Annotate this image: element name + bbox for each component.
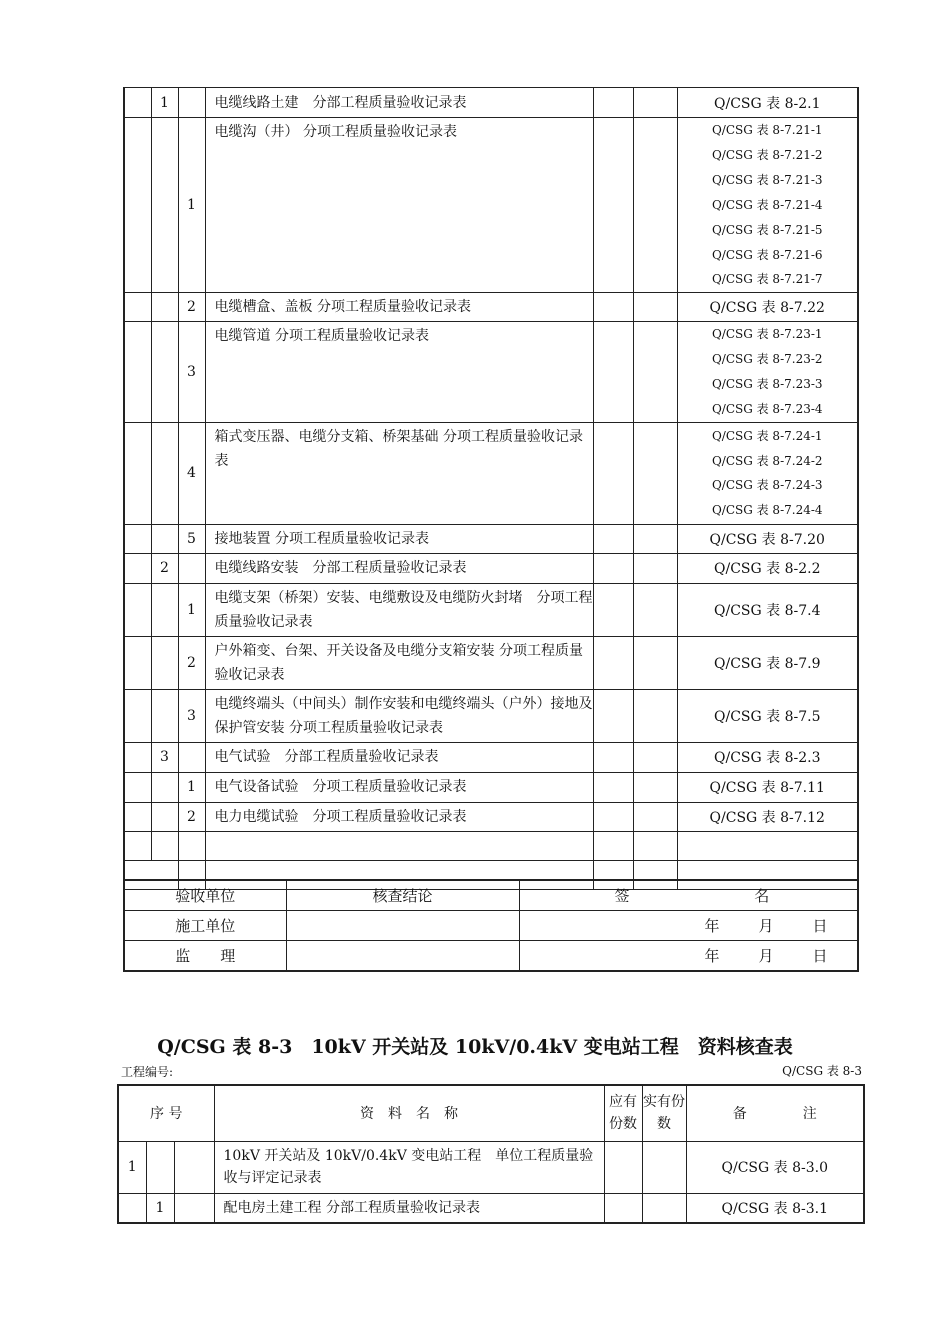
header-actual-count: 实有份数 xyxy=(642,1085,686,1141)
document-check-table xyxy=(117,1084,865,1224)
form-code xyxy=(677,742,858,772)
doc-name: 10kV 开关站及 10kV/0.4kV 变电站工程 单位工程质量验收与评定记录表 xyxy=(214,1141,604,1193)
form-code xyxy=(677,636,858,689)
supervision-conclusion-cell[interactable] xyxy=(286,941,519,972)
record-name: 电缆沟（井） 分项工程质量验收记录表 xyxy=(205,118,593,293)
part-number xyxy=(151,322,178,423)
item-number: 2 xyxy=(178,636,205,689)
table-row xyxy=(124,293,858,322)
actual-count-cell[interactable] xyxy=(642,1193,686,1223)
table-row xyxy=(124,118,858,293)
actual-count-cell[interactable] xyxy=(633,524,677,553)
form-code-line: Q/CSG 表 8-7.24-4 xyxy=(711,503,823,518)
item-number: 1 xyxy=(178,583,205,636)
item-number xyxy=(178,88,205,118)
form-code xyxy=(677,293,858,322)
table-row xyxy=(124,636,858,689)
table-row xyxy=(124,553,858,583)
form-code-line: Q/CSG 表 8-7.23-3 xyxy=(711,377,823,392)
record-name: 接地装置 分项工程质量验收记录表 xyxy=(205,524,593,553)
form-code-line: Q/CSG 表 8-7.21-7 xyxy=(711,272,823,287)
form-code xyxy=(677,524,858,553)
should-count-cell[interactable] xyxy=(593,293,633,322)
form-code-line: Q/CSG 表 8-2.2 xyxy=(714,561,821,578)
blank-cell xyxy=(124,689,151,742)
part-number xyxy=(151,293,178,322)
record-name: 电缆支架（桥架）安装、电缆敷设及电缆防火封堵 分项工程质量验收记录表 xyxy=(205,583,593,636)
table-number-label: Q/CSG 表 8-3 xyxy=(782,1064,862,1078)
form-code-line: Q/CSG 表 8-2.1 xyxy=(714,95,821,112)
item-number: 2 xyxy=(178,293,205,322)
empty-cell[interactable] xyxy=(633,831,677,860)
should-count-cell[interactable] xyxy=(593,636,633,689)
should-count-cell[interactable] xyxy=(593,742,633,772)
actual-count-cell[interactable] xyxy=(642,1141,686,1193)
should-count-cell[interactable] xyxy=(604,1193,642,1223)
form-code xyxy=(677,118,858,293)
record-name: 电气试验 分部工程质量验收记录表 xyxy=(205,742,593,772)
actual-count-cell[interactable] xyxy=(633,293,677,322)
blank-cell xyxy=(124,293,151,322)
actual-count-cell[interactable] xyxy=(633,88,677,118)
table-row xyxy=(124,742,858,772)
form-code xyxy=(677,322,858,423)
actual-count-cell[interactable] xyxy=(633,772,677,802)
form-code-line: Q/CSG 表 8-7.24-3 xyxy=(711,478,823,493)
day-label: 日 xyxy=(812,917,828,935)
actual-count-cell[interactable] xyxy=(633,422,677,524)
actual-count-cell[interactable] xyxy=(633,689,677,742)
form-code xyxy=(677,772,858,802)
form-code-line: Q/CSG 表 8-7.21-4 xyxy=(711,197,823,212)
actual-count-cell[interactable] xyxy=(633,118,677,293)
table-row xyxy=(124,88,858,118)
acceptance-record-table xyxy=(123,87,859,890)
part-number xyxy=(151,689,178,742)
table-row xyxy=(124,422,858,524)
seq-level2: 1 xyxy=(146,1193,174,1223)
form-code-line: Q/CSG 表 8-7.24-2 xyxy=(711,453,823,468)
should-count-cell[interactable] xyxy=(593,553,633,583)
item-number xyxy=(178,742,205,772)
seq-level1: 1 xyxy=(118,1141,146,1193)
form-code-line: Q/CSG 表 8-7.20 xyxy=(709,531,825,548)
seq-level2 xyxy=(146,1141,174,1193)
record-name: 户外箱变、台架、开关设备及电缆分支箱安装 分项工程质量验收记录表 xyxy=(205,636,593,689)
form-code-line: Q/CSG 表 8-7.21-2 xyxy=(711,147,823,162)
sign-char-1: 签 xyxy=(614,887,630,905)
construction-date-cell[interactable] xyxy=(519,911,858,941)
month-label: 月 xyxy=(758,917,774,935)
part-number xyxy=(151,802,178,831)
form-code xyxy=(677,553,858,583)
form-code xyxy=(677,88,858,118)
header-check-conclusion: 核查结论 xyxy=(286,880,519,911)
seq-level3 xyxy=(174,1193,214,1223)
blank-cell xyxy=(124,583,151,636)
sign-char-2: 名 xyxy=(754,887,770,905)
item-number: 1 xyxy=(178,118,205,293)
part-number: 3 xyxy=(151,742,178,772)
form-code-line: Q/CSG 表 8-7.9 xyxy=(714,655,821,672)
blank-cell xyxy=(124,802,151,831)
should-count-cell[interactable] xyxy=(593,802,633,831)
record-name: 箱式变压器、电缆分支箱、桥架基础 分项工程质量验收记录表 xyxy=(205,422,593,524)
should-count-cell[interactable] xyxy=(593,689,633,742)
form-code-line: Q/CSG 表 8-7.11 xyxy=(709,780,825,797)
table-row xyxy=(124,802,858,831)
signature-table xyxy=(123,879,859,972)
form-code xyxy=(677,583,858,636)
year-label: 年 xyxy=(704,917,720,935)
form-code-line: Q/CSG 表 8-7.21-6 xyxy=(711,247,823,262)
form-code-line: Q/CSG 表 8-2.3 xyxy=(714,750,821,767)
part-number xyxy=(151,422,178,524)
form-code-line: Q/CSG 表 8-7.22 xyxy=(709,300,825,317)
item-number: 1 xyxy=(178,772,205,802)
form-code-line: Q/CSG 表 8-7.23-1 xyxy=(711,327,823,342)
form-code xyxy=(677,689,858,742)
should-count-cell[interactable] xyxy=(593,322,633,423)
should-count-cell[interactable] xyxy=(593,422,633,524)
should-count-cell[interactable] xyxy=(604,1141,642,1193)
should-count-cell[interactable] xyxy=(593,524,633,553)
table-row xyxy=(124,322,858,423)
part-number: 1 xyxy=(151,88,178,118)
table-row xyxy=(124,524,858,553)
form-code-line: Q/CSG 表 8-7.21-3 xyxy=(711,172,823,187)
blank-cell xyxy=(124,553,151,583)
form-code-line: Q/CSG 表 8-7.21-5 xyxy=(711,222,823,237)
seq-level1 xyxy=(118,1193,146,1223)
actual-count-cell[interactable] xyxy=(633,583,677,636)
blank-cell xyxy=(124,88,151,118)
form-code-line: Q/CSG 表 8-7.23-2 xyxy=(711,352,823,367)
should-count-cell[interactable] xyxy=(593,772,633,802)
seq-level3 xyxy=(174,1141,214,1193)
record-name: 电气设备试验 分项工程质量验收记录表 xyxy=(205,772,593,802)
item-number: 2 xyxy=(178,802,205,831)
record-name: 电缆线路安装 分部工程质量验收记录表 xyxy=(205,553,593,583)
year-label: 年 xyxy=(704,947,720,965)
should-count-cell[interactable] xyxy=(593,583,633,636)
part-number xyxy=(151,583,178,636)
doc-name: 配电房土建工程 分部工程质量验收记录表 xyxy=(214,1193,604,1223)
should-count-cell[interactable] xyxy=(593,118,633,293)
header-doc-name: 资 料 名 称 xyxy=(214,1085,604,1141)
empty-row xyxy=(124,831,858,860)
table-row xyxy=(124,689,858,742)
header-acceptance-unit: 验收单位 xyxy=(124,880,286,911)
table-row xyxy=(124,583,858,636)
section-title: Q/CSG 表 8-3 10kV 开关站及 10kV/0.4kV 变电站工程 资料核查表 xyxy=(157,1036,793,1058)
blank-cell xyxy=(124,422,151,524)
item-number: 3 xyxy=(178,322,205,423)
item-number: 5 xyxy=(178,524,205,553)
form-code xyxy=(677,802,858,831)
actual-count-cell[interactable] xyxy=(633,742,677,772)
part-number: 2 xyxy=(151,553,178,583)
part-number xyxy=(151,524,178,553)
table-row xyxy=(124,772,858,802)
project-number-label: 工程编号: xyxy=(121,1065,174,1079)
day-label: 日 xyxy=(812,947,828,965)
blank-cell xyxy=(124,118,151,293)
month-label: 月 xyxy=(758,947,774,965)
remark: Q/CSG 表 8-3.1 xyxy=(686,1193,864,1223)
part-number xyxy=(151,772,178,802)
form-code-line: Q/CSG 表 8-7.12 xyxy=(709,809,825,826)
blank-cell xyxy=(124,524,151,553)
header-signature xyxy=(519,880,858,911)
header-remark: 备 注 xyxy=(686,1085,864,1141)
header-seq: 序 号 xyxy=(118,1085,214,1141)
blank-cell xyxy=(124,322,151,423)
empty-cell[interactable] xyxy=(205,831,593,860)
form-code xyxy=(677,422,858,524)
empty-cell[interactable] xyxy=(178,831,205,860)
blank-cell xyxy=(124,742,151,772)
item-number: 3 xyxy=(178,689,205,742)
record-name: 电力电缆试验 分项工程质量验收记录表 xyxy=(205,802,593,831)
blank-cell xyxy=(124,772,151,802)
supervision-label: 监 理 xyxy=(124,941,286,972)
item-number: 4 xyxy=(178,422,205,524)
part-number xyxy=(151,118,178,293)
remark: Q/CSG 表 8-3.0 xyxy=(686,1141,864,1193)
record-name: 电缆终端头（中间头）制作安装和电缆终端头（户外）接地及保护管安装 分项工程质量验收记录表 xyxy=(205,689,593,742)
actual-count-cell[interactable] xyxy=(633,802,677,831)
form-code-line: Q/CSG 表 8-7.5 xyxy=(714,708,821,725)
empty-cell[interactable] xyxy=(677,831,858,860)
form-code-line: Q/CSG 表 8-7.24-1 xyxy=(711,428,823,443)
actual-count-cell[interactable] xyxy=(633,322,677,423)
form-code-line: Q/CSG 表 8-7.23-4 xyxy=(711,402,823,417)
form-code-line: Q/CSG 表 8-7.4 xyxy=(714,602,821,619)
empty-cell[interactable] xyxy=(151,831,178,860)
construction-conclusion-cell[interactable] xyxy=(286,911,519,941)
construction-unit-label: 施工单位 xyxy=(124,911,286,941)
record-name: 电缆管道 分项工程质量验收记录表 xyxy=(205,322,593,423)
part-number xyxy=(151,636,178,689)
actual-count-cell[interactable] xyxy=(633,553,677,583)
form-code-line: Q/CSG 表 8-7.21-1 xyxy=(711,123,823,137)
supervision-date-cell[interactable] xyxy=(519,941,858,972)
record-name: 电缆槽盒、盖板 分项工程质量验收记录表 xyxy=(205,293,593,322)
actual-count-cell[interactable] xyxy=(633,636,677,689)
blank-cell xyxy=(124,636,151,689)
empty-cell[interactable] xyxy=(593,831,633,860)
header-should-count: 应有份数 xyxy=(604,1085,642,1141)
item-number xyxy=(178,553,205,583)
record-name: 电缆线路土建 分部工程质量验收记录表 xyxy=(205,88,593,118)
should-count-cell[interactable] xyxy=(593,88,633,118)
empty-cell[interactable] xyxy=(124,831,151,860)
